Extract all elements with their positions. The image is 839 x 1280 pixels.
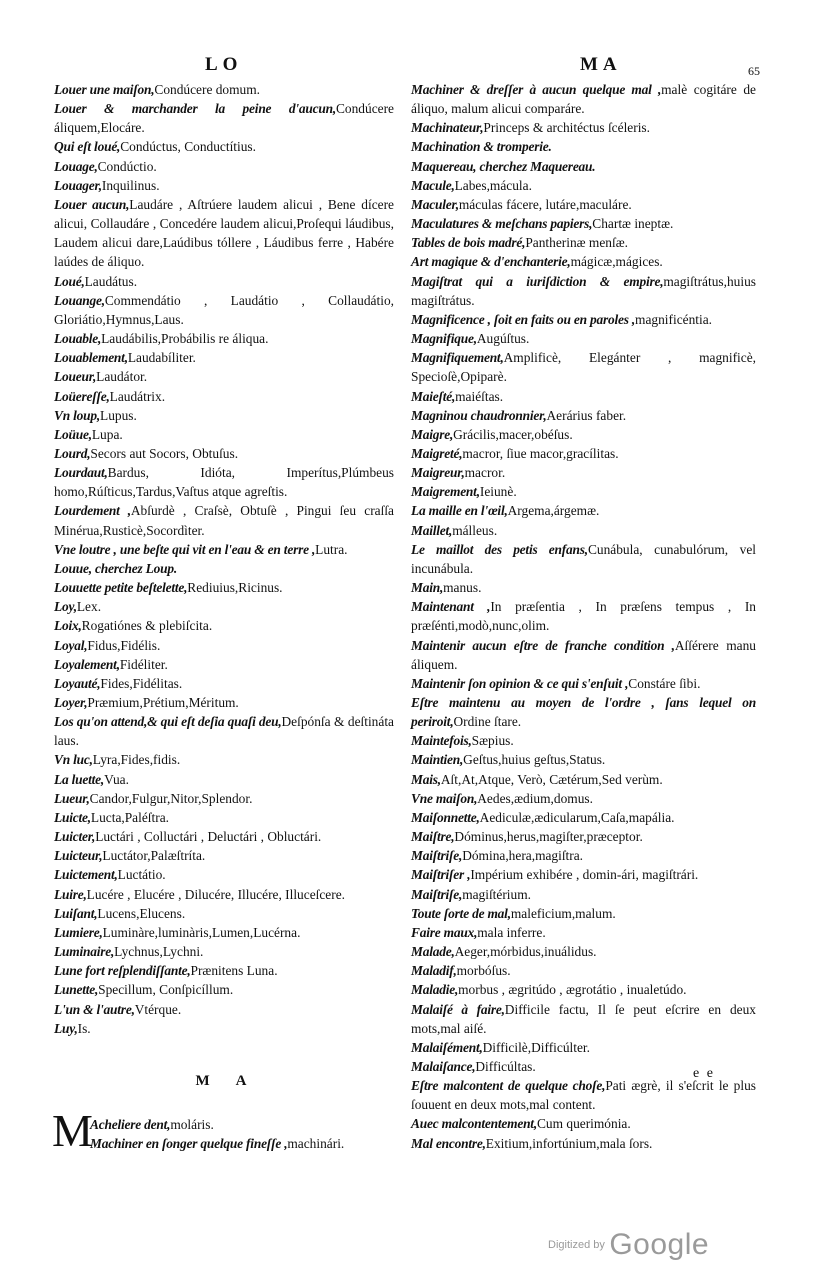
entry-translation: manus. [443, 580, 482, 596]
dictionary-entry [54, 942, 394, 961]
entry-headword: Loüue, [54, 426, 92, 442]
entry-headword: Maiſonnette, [411, 809, 480, 825]
entry-translation: Exitium,infortúnium,mala ſors. [485, 1135, 653, 1151]
dictionary-entry [411, 789, 756, 808]
entry-headword: Louage, [54, 158, 98, 174]
entry-headword: Lourd, [54, 445, 91, 461]
entry-headword: Maigrement, [411, 484, 480, 500]
entry-translation: Rogatiónes & plebiſcita. [81, 618, 213, 634]
dictionary-entry [411, 885, 756, 904]
entry-headword: Luictement, [54, 867, 118, 883]
dictionary-entry [411, 961, 756, 980]
entry-translation: Specillum, Conſpicíllum. [98, 982, 234, 998]
entry-headword: Lunette, [54, 982, 99, 998]
page-header [0, 50, 839, 80]
dictionary-entry [54, 808, 394, 827]
entry-translation: Amplificè, Elegánter , magnificè, Specioſè,Opiparè. [411, 350, 756, 385]
entry-translation: Pantherinæ menſæ. [525, 235, 628, 251]
dictionary-entry [54, 444, 394, 463]
dictionary-entry [411, 1134, 756, 1153]
entry-translation: malè cogitáre de áliquo, malum alicui comparáre. [411, 82, 756, 117]
entry-headword: Le maillot des petis enfans, [411, 541, 588, 557]
entry-headword: Machination & tromperie. [411, 139, 552, 155]
entry-headword: Qui eſt loué, [54, 139, 121, 155]
entry-headword: Machinateur, [411, 120, 484, 136]
page-number: 65 [748, 64, 760, 78]
entry-headword: Louuette petite beſtelette, [54, 580, 188, 596]
right-column [411, 80, 756, 1153]
dictionary-entry [54, 80, 394, 99]
dictionary-entry [411, 406, 756, 425]
watermark-prefix: Digitized by [548, 1239, 605, 1251]
entry-translation: Laudabíliter. [127, 350, 196, 366]
watermark-brand: Google [609, 1228, 710, 1261]
dictionary-entry [54, 348, 394, 367]
dictionary-entry [411, 846, 756, 865]
dictionary-entry [411, 865, 756, 884]
entry-translation: málleus. [452, 522, 498, 538]
entry-translation: Ieiunè. [479, 484, 517, 500]
entry-translation: Difficile factu, Il ſe peut eſcrire en deux mots,mal aiſé. [411, 1001, 756, 1036]
entry-headword: Loyalement, [54, 656, 120, 672]
dictionary-entry [411, 195, 756, 214]
dictionary-entry [411, 157, 756, 176]
dictionary-entry [54, 387, 394, 406]
entry-translation: magnificéntia. [635, 311, 713, 327]
entry-headword: Malaiſément, [411, 1039, 483, 1055]
dictionary-entry [411, 521, 756, 540]
entry-translation: Laudábilis,Probábilis re áliqua. [101, 331, 269, 347]
entry-translation: Dómina,hera,magiſtra. [462, 848, 584, 864]
dictionary-entry [411, 463, 756, 482]
entry-translation: magiſtérium. [462, 886, 531, 902]
dictionary-entry [54, 770, 394, 789]
entry-headword: Lune fort reſplendiſſante, [54, 963, 191, 979]
dictionary-entry [411, 118, 756, 137]
dictionary-entry [411, 137, 756, 156]
entry-translation: Laudátus. [84, 273, 138, 289]
dictionary-entry [54, 885, 394, 904]
entry-headword: Luire, [54, 886, 87, 902]
entry-translation: Aediculæ,ædicularum,Caſa,mapália. [479, 809, 675, 825]
entry-headword: Magnifique, [411, 331, 477, 347]
entry-headword: Luicteur, [54, 848, 103, 864]
entry-translation: Luctátor,Palæſtríta. [102, 848, 206, 864]
entry-translation: Laudátrix. [109, 388, 166, 404]
dictionary-entry [411, 233, 756, 252]
dictionary-entry [411, 1038, 756, 1057]
entry-translation: Commendátio , Laudátio , Collaudátio, Gloriátio,Hymnus,Laus. [54, 292, 394, 327]
entry-translation: Ordine ſtare. [453, 714, 522, 730]
entry-headword: Macule, [411, 177, 455, 193]
entry-headword: Maladif, [411, 963, 457, 979]
dictionary-entry [54, 750, 394, 769]
entry-headword: Maiſtriſe, [411, 886, 463, 902]
entry-translation: Rediuius,Ricinus. [187, 580, 283, 596]
entry-headword: Eſtre malcontent de quelque choſe, [411, 1078, 606, 1094]
entry-translation: Pati ægrè, il s'eſcrit le plus ſouuent en deux mots,mal content. [411, 1078, 756, 1113]
dictionary-entry [411, 80, 756, 118]
entry-headword: Magninou chaudronnier, [411, 407, 547, 423]
dictionary-entry [54, 693, 394, 712]
entry-headword: Faire maux, [411, 924, 478, 940]
entry-translation: Geſtus,huius geſtus,Status. [463, 752, 606, 768]
dictionary-entry [54, 578, 394, 597]
entry-headword: Luy, [54, 1020, 78, 1036]
entry-headword: Maigreur, [411, 465, 465, 481]
entry-translation: Aſſérere manu áliquem. [411, 637, 756, 672]
drop-cap: M [52, 1104, 93, 1156]
dictionary-entry [54, 636, 394, 655]
entry-translation: Secors aut Socors, Obtuſus. [90, 445, 239, 461]
dictionary-entry [411, 540, 756, 578]
entry-translation: Præmium,Prétium,Méritum. [87, 695, 239, 710]
dictionary-entry [411, 904, 756, 923]
entry-translation: Lucens,Elucens. [97, 905, 186, 921]
header-left: LO [205, 54, 243, 75]
entry-headword: Los qu'on attend,& qui eſt deſia quaſi deu, [54, 714, 282, 730]
dictionary-entry [54, 923, 394, 942]
entry-translation: morbus , ægritúdo , ægrotátio , inualetúdo. [458, 982, 687, 998]
entry-headword: Malaiſance, [411, 1058, 476, 1074]
entry-headword: Loué, [54, 273, 85, 289]
entry-headword: Magiſtrat qui a iuriſdiction & empire, [411, 273, 664, 289]
dictionary-entry [54, 99, 394, 137]
dictionary-entry [54, 789, 394, 808]
entry-headword: Acheliere dent, [90, 1116, 171, 1132]
entry-translation: Fidus,Fidélis. [87, 637, 161, 653]
entry-translation: Condúctio. [97, 158, 157, 174]
dictionary-entry [54, 137, 394, 156]
dictionary-entry [54, 597, 394, 616]
entry-headword: Maiſtriſer , [411, 867, 471, 883]
entry-headword: Luiſant, [54, 905, 98, 921]
dictionary-entry [54, 540, 394, 559]
dictionary-entry [54, 157, 394, 176]
entry-translation: Argema,árgemæ. [507, 503, 600, 519]
entry-translation: Vua. [104, 771, 129, 787]
entry-headword: Louer aucun, [54, 196, 130, 212]
entry-headword: Louange, [54, 292, 105, 308]
dictionary-entry [54, 559, 394, 578]
entry-headword: Loyauté, [54, 675, 101, 691]
dictionary-entry [411, 1000, 756, 1038]
dictionary-entry [411, 444, 756, 463]
entry-translation: Candor,Fulgur,Nitor,Splendor. [89, 790, 253, 806]
dictionary-entry [54, 961, 394, 980]
dictionary-entry [411, 980, 756, 999]
dictionary-entry [54, 425, 394, 444]
dictionary-entry [411, 942, 756, 961]
entry-translation: Condúcere domum. [154, 82, 261, 97]
dictionary-entry [90, 1115, 394, 1134]
entry-translation: Vtérque. [134, 1001, 182, 1017]
dictionary-entry [411, 578, 756, 597]
entry-translation: Lucére , Elucére , Dilucére, Illucére, Illuceſcere. [86, 886, 346, 902]
entry-translation: morbóſus. [456, 963, 511, 979]
dictionary-entry [54, 463, 394, 501]
dictionary-entry [411, 329, 756, 348]
entry-headword: Lourdaut, [54, 465, 108, 481]
dictionary-entry [54, 674, 394, 693]
entry-headword: Loueur, [54, 369, 97, 385]
entry-headword: Magnifiquement, [411, 350, 504, 366]
entry-headword: Toute ſorte de mal, [411, 905, 511, 921]
entry-translation: Constáre ſibi. [628, 675, 701, 691]
entry-translation: Prænitens Luna. [190, 963, 278, 979]
entry-headword: Loyal, [54, 637, 88, 653]
entry-headword: Lourdement , [54, 503, 131, 519]
entry-headword: Mais, [411, 771, 441, 787]
entry-headword: Auec malcontentement, [411, 1116, 537, 1132]
dictionary-entry [54, 176, 394, 195]
dictionary-entry [54, 367, 394, 386]
entry-headword: Main, [411, 580, 444, 596]
dictionary-entry [411, 636, 756, 674]
entry-headword: Lumiere, [54, 924, 103, 940]
entry-translation: Aſt,At,Atque, Verò, Cætérum,Sed verùm. [440, 771, 663, 787]
entry-headword: Maculer, [411, 196, 459, 212]
entry-translation: Luctátio. [117, 867, 166, 883]
entry-headword: Vne loutre , une beſte qui vit en l'eau & en terre , [54, 541, 316, 557]
entry-translation: Is. [77, 1020, 91, 1036]
entry-headword: Maigre, [411, 426, 454, 442]
dictionary-entry [411, 731, 756, 750]
dictionary-entry [411, 214, 756, 233]
dictionary-entry [54, 616, 394, 635]
dictionary-entry [411, 387, 756, 406]
entry-translation: moláris. [170, 1116, 214, 1132]
entry-translation: Inquilinus. [101, 177, 160, 193]
entry-headword: Maigreté, [411, 445, 463, 461]
entry-headword: Louer une maiſon, [54, 82, 155, 97]
entry-headword: Maiſtre, [411, 829, 455, 845]
entry-translation: Cunábula, cunabulórum, vel incunábula. [411, 541, 756, 576]
entry-translation: Bardus, Idióta, Imperítus,Plúmbeus homo,Rúſticus,Tardus,Vaſtus atque agreſtis. [54, 465, 394, 500]
dictionary-entry [411, 770, 756, 789]
entry-headword: Loüereſſe, [54, 388, 110, 404]
entry-headword: Maintefois, [411, 733, 472, 749]
entry-translation: Difficúltas. [475, 1058, 536, 1074]
entry-headword: Art magique & d'enchanterie, [411, 254, 571, 270]
entry-translation: Difficilè,Difficúlter. [482, 1039, 590, 1055]
entry-translation: Impérium exhibére , domin-ári, magiſtrári. [470, 867, 699, 883]
entry-headword: Louager, [54, 177, 102, 193]
entry-translation: maiéſtas. [455, 388, 504, 404]
entry-headword: Louer & marchander la peine d'aucun, [54, 101, 336, 117]
entry-headword: Maladie, [411, 982, 459, 998]
entry-headword: Luicte, [54, 809, 91, 825]
dictionary-entry [411, 827, 756, 846]
entry-translation: Aeger,mórbidus,inuálidus. [454, 944, 597, 960]
entry-translation: Cum querimónia. [536, 1116, 631, 1132]
entry-translation: Grácilis,macer,obéſus. [453, 426, 573, 442]
dictionary-entry [54, 1000, 394, 1019]
left-column [52, 80, 394, 1156]
entry-translation: maleficium,malum. [510, 905, 616, 921]
entry-translation: Fides,Fidélitas. [100, 675, 183, 691]
entry-headword: Maillet, [411, 522, 453, 538]
entry-translation: Labes,mácula. [454, 177, 532, 193]
dictionary-entry [54, 655, 394, 674]
entry-translation: Augúſtus. [476, 331, 530, 347]
dictionary-entry [54, 865, 394, 884]
dictionary-entry [54, 195, 394, 272]
entry-headword: Maiſtriſe, [411, 848, 463, 864]
entry-headword: Maintenir aucun eſtre de franche condition , [411, 637, 675, 653]
entry-translation: Condúctus, Conductítius. [120, 139, 256, 155]
entry-translation: máculas fácere, lutáre,maculáre. [458, 196, 632, 212]
dictionary-entry [54, 980, 394, 999]
entry-headword: Vn luc, [54, 752, 93, 768]
entry-translation: Lex. [76, 599, 102, 615]
dictionary-entry [54, 1019, 394, 1038]
entry-headword: Maculatures & meſchans papiers, [411, 216, 593, 232]
digitized-watermark [548, 1228, 709, 1262]
entry-headword: Machiner & dreſſer à aucun quelque mal , [411, 82, 662, 97]
ma-section [52, 1104, 394, 1156]
entry-translation: Lupus. [100, 407, 137, 423]
entry-translation: Chartæ ineptæ. [592, 216, 674, 232]
entry-translation: Lychnus,Lychni. [114, 944, 204, 960]
dictionary-entry [54, 904, 394, 923]
entry-headword: Lueur, [54, 790, 90, 806]
dictionary-entry [54, 272, 394, 291]
section-heading: MA [195, 1072, 273, 1089]
entry-translation: machinári. [287, 1136, 345, 1152]
entry-translation: magiſtrátus,huius magiſtrátus. [411, 273, 756, 308]
entry-translation: mágicæ,mágices. [570, 254, 663, 270]
entry-headword: La maille en l'œil, [411, 503, 508, 519]
entry-translation: Princeps & architéctus ſcéleris. [483, 120, 650, 136]
dictionary-entry [411, 272, 756, 310]
dictionary-entry [411, 348, 756, 386]
dictionary-entry [411, 1114, 756, 1133]
dictionary-entry [411, 482, 756, 501]
entry-headword: Malaiſé à faire, [411, 1001, 505, 1017]
entry-headword: Vne maiſon, [411, 790, 478, 806]
entry-translation: Lucta,Paléſtra. [90, 809, 169, 825]
entry-translation: Lutra. [315, 541, 348, 557]
dictionary-entry [411, 425, 756, 444]
entry-headword: L'un & l'autre, [54, 1001, 135, 1017]
entry-translation: Luminàre,luminàris,Lumen,Lucérna. [102, 924, 301, 940]
entry-headword: Malade, [411, 944, 455, 960]
entry-translation: Sæpius. [471, 733, 514, 749]
entry-translation: Dóminus,herus,magiſter,præceptor. [454, 829, 643, 845]
dictionary-entry [411, 252, 756, 271]
entry-headword: Louue, cherchez Loup. [54, 560, 178, 576]
header-right: MA [580, 54, 622, 75]
entry-headword: Loyer, [54, 695, 88, 710]
entry-headword: Loix, [54, 618, 82, 634]
entry-headword: Luicter, [54, 829, 96, 845]
entry-translation: Abſurdè , Craſsè, Obtuſè , Pingui ſeu craſſa Minérua,Rusticè,Socordìter. [54, 503, 394, 538]
dictionary-entry [54, 712, 394, 750]
entry-headword: Machiner en ſonger quelque fineſſe , [90, 1136, 288, 1152]
entry-translation: In præſentia , In præſens tempus , In præſénti,modò,nunc,olim. [411, 599, 756, 634]
dictionary-entry [54, 291, 394, 329]
entry-translation: macror. [464, 465, 506, 481]
entry-translation: Deſpónſa & deſtináta laus. [54, 714, 394, 749]
entry-translation: Lyra,Fides,fidis. [92, 752, 181, 768]
entry-translation: Laudáre , Aſtrúere laudem alicui , Bene dícere alicui, Collaudáre , Concedére laudem alicui,Proſequi láudibus, Laudem alicui dare,Laúdibus tóllere , Láudibus ferre , Habére laúdes de áliquo. [54, 196, 394, 270]
catchword: e e [693, 1066, 715, 1081]
entry-headword: Mal encontre, [411, 1135, 486, 1151]
dictionary-entry [411, 597, 756, 635]
dictionary-entry [411, 501, 756, 520]
dictionary-entry [411, 808, 756, 827]
entry-headword: Magnificence , ſoit en faits ou en paroles , [411, 311, 636, 327]
entry-headword: Louable, [54, 331, 102, 347]
entry-headword: Maieſté, [411, 388, 456, 404]
dictionary-entry [411, 693, 756, 731]
dictionary-entry [54, 406, 394, 425]
entry-headword: La luette, [54, 771, 105, 787]
entry-headword: Tables de bois madré, [411, 235, 526, 251]
dictionary-entry [411, 750, 756, 769]
entry-translation: Lupa. [91, 426, 123, 442]
entry-translation: Luctári , Colluctári , Deluctári , Obluctári. [95, 829, 322, 845]
dictionary-entry [411, 310, 756, 329]
entry-translation: mala inferre. [477, 924, 546, 940]
entry-translation: macror, ſiue macor,gracílitas. [462, 445, 619, 461]
dictionary-entry [411, 176, 756, 195]
dictionary-entry [54, 501, 394, 539]
entry-translation: Fidéliter. [119, 656, 168, 672]
dictionary-entry [54, 329, 394, 348]
dictionary-entry [54, 827, 394, 846]
entry-translation: Aerárius faber. [546, 407, 627, 423]
entry-headword: Maquereau, cherchez Maquereau. [411, 158, 596, 174]
entry-headword: Maintenant , [411, 599, 491, 615]
entry-headword: Loy, [54, 599, 77, 615]
entry-headword: Eſtre maintenu au moyen de l'ordre , ſans lequel on periroit, [411, 695, 756, 730]
entry-headword: Maintien, [411, 752, 464, 768]
entry-headword: Luminaire, [54, 944, 115, 960]
dictionary-entry [411, 674, 756, 693]
entry-headword: Maintenir ſon opinion & ce qui s'enſuit , [411, 675, 629, 691]
dictionary-entry [54, 846, 394, 865]
entry-headword: Vn loup, [54, 407, 101, 423]
entry-translation: Laudátor. [96, 369, 148, 385]
dictionary-entry [411, 923, 756, 942]
entry-translation: Aedes,ædium,domus. [477, 790, 593, 806]
entry-translation: Condúcere áliquem,Elocáre. [54, 101, 394, 136]
entry-headword: Louablement, [54, 350, 128, 366]
dictionary-entry [90, 1134, 394, 1153]
